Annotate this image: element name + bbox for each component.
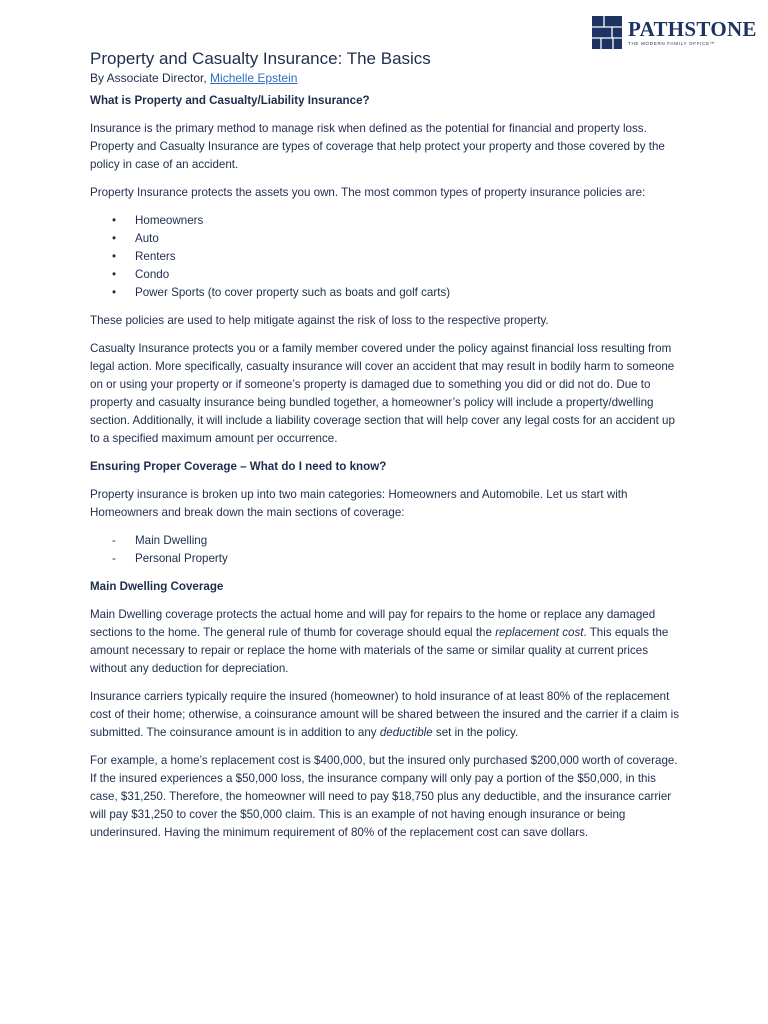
list-item — [90, 248, 686, 266]
list-item-text: Personal Property — [135, 552, 228, 565]
list-item-text: Homeowners — [135, 214, 204, 227]
list-item-text: Power Sports (to cover property such as boats and golf carts) — [135, 286, 451, 299]
paragraph-mitigate-risk: These policies are used to help mitigate against the risk of loss to the respective property. — [90, 314, 549, 327]
bullet-marker: • — [112, 268, 117, 281]
text-span: set in the policy. — [432, 726, 519, 739]
list-item — [90, 550, 686, 568]
logo-wordmark: PATHSTONE — [628, 17, 757, 41]
coverage-sections-list — [90, 532, 686, 568]
text-span: . This equals the amount necessary to repair or replace the home with materials of the same or similar quality at current prices without any deduction for depreciation. — [90, 626, 669, 675]
bullet-marker: • — [112, 286, 117, 299]
byline — [90, 70, 686, 86]
paragraph-example: For example, a home’s replacement cost is $400,000, but the insured only purchased $200,000 worth of coverage. If the insured experiences a $50,000 loss, the insurance company will only pay a portion of the $50,000, in this case, $31,250. Therefore, the homeowner will need to pay $18,750 plus any deductible, and the insurance carrier will pay $31,250 to cover the $50,000 claim. This is an example of not having enough insurance or being underinsured. Having the minimum requirement of 80% of the replacement cost can save dollars. — [90, 754, 678, 839]
bullet-marker: • — [112, 214, 117, 227]
list-item — [90, 212, 686, 230]
text-span: Insurance carriers typically require the insured (homeowner) to hold insurance of at least 80% of the replacement cost of their home; otherwise, a coinsurance amount will be shared between the insured and the carrier if a claim is submitted. The coinsurance amount is in addition to any — [90, 690, 680, 739]
paragraph-casualty-insurance: Casualty Insurance protects you or a family member covered under the policy against financial loss resulting from legal action. More specifically, casualty insurance will cover an accident that may result in bodily harm to someone on or using your property or if someone’s property is damaged due to something you did or did not do. Due to property and casualty insurance being bundled together, a homeowner’s policy will include a property/dwelling section. Additionally, it will include a liability coverage section that will help cover any legal costs for an accident up to a specified maximum amount per occurrence. — [90, 342, 675, 445]
list-item-text: Auto — [135, 232, 159, 245]
dash-marker: - — [112, 534, 116, 547]
list-item — [90, 230, 686, 248]
pathstone-logo — [592, 16, 757, 52]
section-heading-coverage: Ensuring Proper Coverage – What do I need to know? — [90, 460, 387, 473]
pathstone-logo-mark-icon — [592, 16, 622, 49]
byline-prefix: By Associate Director, — [90, 71, 211, 85]
paragraph-property-insurance: Property Insurance protects the assets you own. The most common types of property insurance policies are: — [90, 186, 646, 199]
emphasis-replacement-cost: replacement cost — [495, 626, 584, 639]
emphasis-deductible: deductible — [379, 726, 433, 739]
logo-tagline: THE MODERN FAMILY OFFICE™ — [628, 41, 716, 46]
section-heading-what-is: What is Property and Casualty/Liability Insurance? — [90, 94, 370, 107]
section-heading-main-dwelling: Main Dwelling Coverage — [90, 580, 224, 593]
bullet-marker: • — [112, 250, 117, 263]
list-item-text: Condo — [135, 268, 170, 281]
paragraph-coinsurance — [90, 688, 686, 742]
policy-types-list — [90, 212, 686, 302]
paragraph-categories: Property insurance is broken up into two main categories: Homeowners and Automobile. Let us start with Homeowners and break down the main sections of coverage: — [90, 488, 628, 519]
list-item — [90, 284, 686, 302]
list-item — [90, 532, 686, 550]
paragraph-insurance-intro: Insurance is the primary method to manage risk when defined as the potential for financial and property loss. Property and Casualty Insurance are types of coverage that help protect your property and those covered by the policy in case of an accident. — [90, 122, 665, 171]
list-item-text: Renters — [135, 250, 176, 263]
author-link[interactable]: Michelle Epstein — [210, 71, 298, 85]
page-title: Property and Casualty Insurance: The Basics — [90, 49, 431, 68]
text-span: Main Dwelling coverage protects the actual home and will pay for repairs to the home or replace any damaged sections to the home. The general rule of thumb for coverage should equal the — [90, 608, 656, 639]
dash-marker: - — [112, 552, 116, 565]
bullet-marker: • — [112, 232, 117, 245]
paragraph-dwelling-coverage — [90, 606, 686, 678]
list-item-text: Main Dwelling — [135, 534, 208, 547]
list-item — [90, 266, 686, 284]
document-body — [90, 48, 686, 852]
